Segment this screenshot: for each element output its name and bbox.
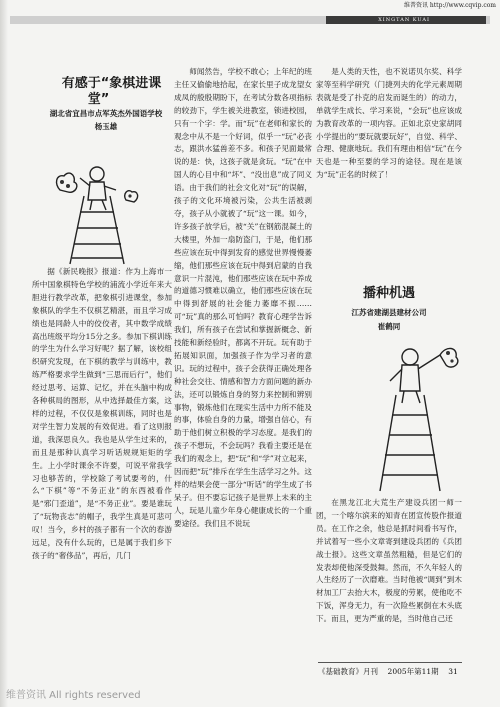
header-band-label: XINGTAN KUAI	[378, 17, 430, 23]
article2-text: 在黑龙江北大荒生产建设兵团一师一团，一个喀尔滨来的知青在团宣传股作报道员。在工作之余，他总是抓时间看书写作，并试着写一些小文章寄到建设兵团的《兵团战士报》。这些文章虽然粗糙，但是它们的发表却使他深受鼓舞。然而，不久年轻人的人生经历了一次磨难。当时他被“调到”到木材加工厂去抬大木，极度的劳累，使他吃不下饭，浑身无力，有一次险些累倒在木头底下。而且，更为严重的是，当时他自己还	[316, 498, 462, 624]
article1-author: 杨玉雄	[94, 122, 118, 131]
article1-column2	[174, 66, 312, 658]
article1-column3-text: 是人类的天性，也不说诺贝尔奖、科学家等至科学研究（门捷列夫的化学元素周期表就是受了扑克的启发而诞生的）的动力，单就学生成长、学习来说，“会玩”也应该成为教育改革的一项内容。正如北京史家胡同小学提出的“要玩就要玩好”，自觉、科学、合理、健康地玩。我们有理由相信“玩”在今天也是一种至要的学习的途径。现在是该为“玩”正名的时候了！	[316, 67, 462, 180]
article1-column2-text: 师闻然告，学校不敢心；上年纪的班主任又偷偷地拾起，在家长里子成龙望女成凤的殷殷期盼下，在考试分数各项指标的较劲下，学生被关进教室，锁进校园，只有一个字：学。而“玩”在老师和家长的观念中从不是一个好词，似乎一“玩”必丧志，跟洪水猛兽差不多。和孩子见面最常说的是：快，这孩子就是贪玩。“玩”在中国人的心目中和“坏”、“没出息”成了同义语。由于我们的社会文化对“玩”的误解，孩子的文化环境被污染，公共生活被剥夺，孩子从小就被了“玩”这一课。如今，许多孩子放学后，被“关”在钢筋混凝土的大楼里，外加一扇防盗门，于是，他们那些应该在玩中得到发育的感觉世界慢慢萎缩，他们那些应该在玩中得到启蒙的自我意识一片混沌，他们那些应该在玩中养成的道德习惯难以确立，他们那些应该在玩中得到舒展的社会能力萎靡不振……可“玩”真的那么可怕吗？教育心理学告诉我们，所有孩子在尝试和掌握新概念、新技能和新经验时，都离不开玩。玩有助于拓展知识面，加强孩子作为学习者的意识。玩的过程中，孩子会获得正确处理各种社会交往、情感和智力方面问题的新办法，还可以锻炼自身的努力来控制和辨别事物，锻炼他们在现实生活中力所不能及的事，体验自身的力量，增强自信心，有助于他们树立积极的学习态度。是我们的孩子不想玩，不会玩吗？我看主要还是在我们的观念上，把“玩”和“学”对立起来，因而把“玩”排斥在学生生活学习之外。这样的结果会使一部分“听话”的学生成了书呆子。但不要忘记孩子是世界上未来的主人，玩是儿童少年身心健康成长的一个重要途径。我们且不说玩	[174, 67, 312, 528]
journal-name: 《基础教育》月刊	[318, 667, 378, 676]
source-url: 维普资讯 http://www.cqvip.com	[403, 2, 496, 9]
article1-title: 有感于“象棋进课堂”	[61, 76, 162, 107]
footer	[318, 666, 458, 677]
article1-affiliation: 湖北省宜昌市点军英杰外国语学校	[49, 109, 163, 118]
article1-column3	[316, 66, 462, 256]
article1-column1-text: 据《新民晚报》报道：作为上海市一所中国象棋特色学校的浦流小学近年来大胆进行教学改革，把象棋引进课堂，参加象棋队的学生不仅棋艺精湛，而且学习成绩也是同龄人中的佼佼者，其中数学成绩高出班级平均分15分之多。参加下棋训练的学生为什么学习好呢？据了解，该校组织研究发现，在下棋的教学与训练中，教练严格要求学生做到“三思而后行”，他们经过思考、运算、记忆，并在头脑中构成各种棋局的图形，从中选择最佳方案，这样的过程，不仅仅是象棋训练，同时也是对学生智力发展的有效促进。看了这则报道，我深思良久。我也是从学生过来的，而且是那种认真学习听话规规矩矩的学生。上小学时课余不许要，可说平常我学习也够苦的，学校除了考试要考的，什么“下棋”等“不务正业”的东西被看作是“邪门歪道”，是“不务正业”。要是谁玩了“玩物丧志”的帽子，我学生真是可悲可叹！当今，乡村的孩子都有一个次的春游远足，没有什么玩的，已是属于我们乡下孩子的“奢侈品”，再后，几门	[32, 267, 172, 560]
page-edge-shadow	[0, 0, 8, 707]
page-number: 31	[448, 667, 458, 676]
article1-heading	[32, 76, 165, 134]
watermark: 维普资讯 All rights reserved	[6, 690, 141, 701]
article2-affiliation: 江苏省建湖县建材公司	[351, 308, 427, 317]
issue-label: 2005年第11期	[387, 667, 439, 676]
article2-title: 播种机遇	[362, 286, 415, 301]
person-on-ladder-illustration	[360, 335, 468, 493]
footer-rule	[318, 662, 462, 663]
child-on-ladder-illustration	[40, 160, 148, 266]
article2-author: 崔鹤同	[377, 322, 401, 331]
article1-column1	[32, 266, 172, 656]
article2-column3	[316, 497, 462, 657]
